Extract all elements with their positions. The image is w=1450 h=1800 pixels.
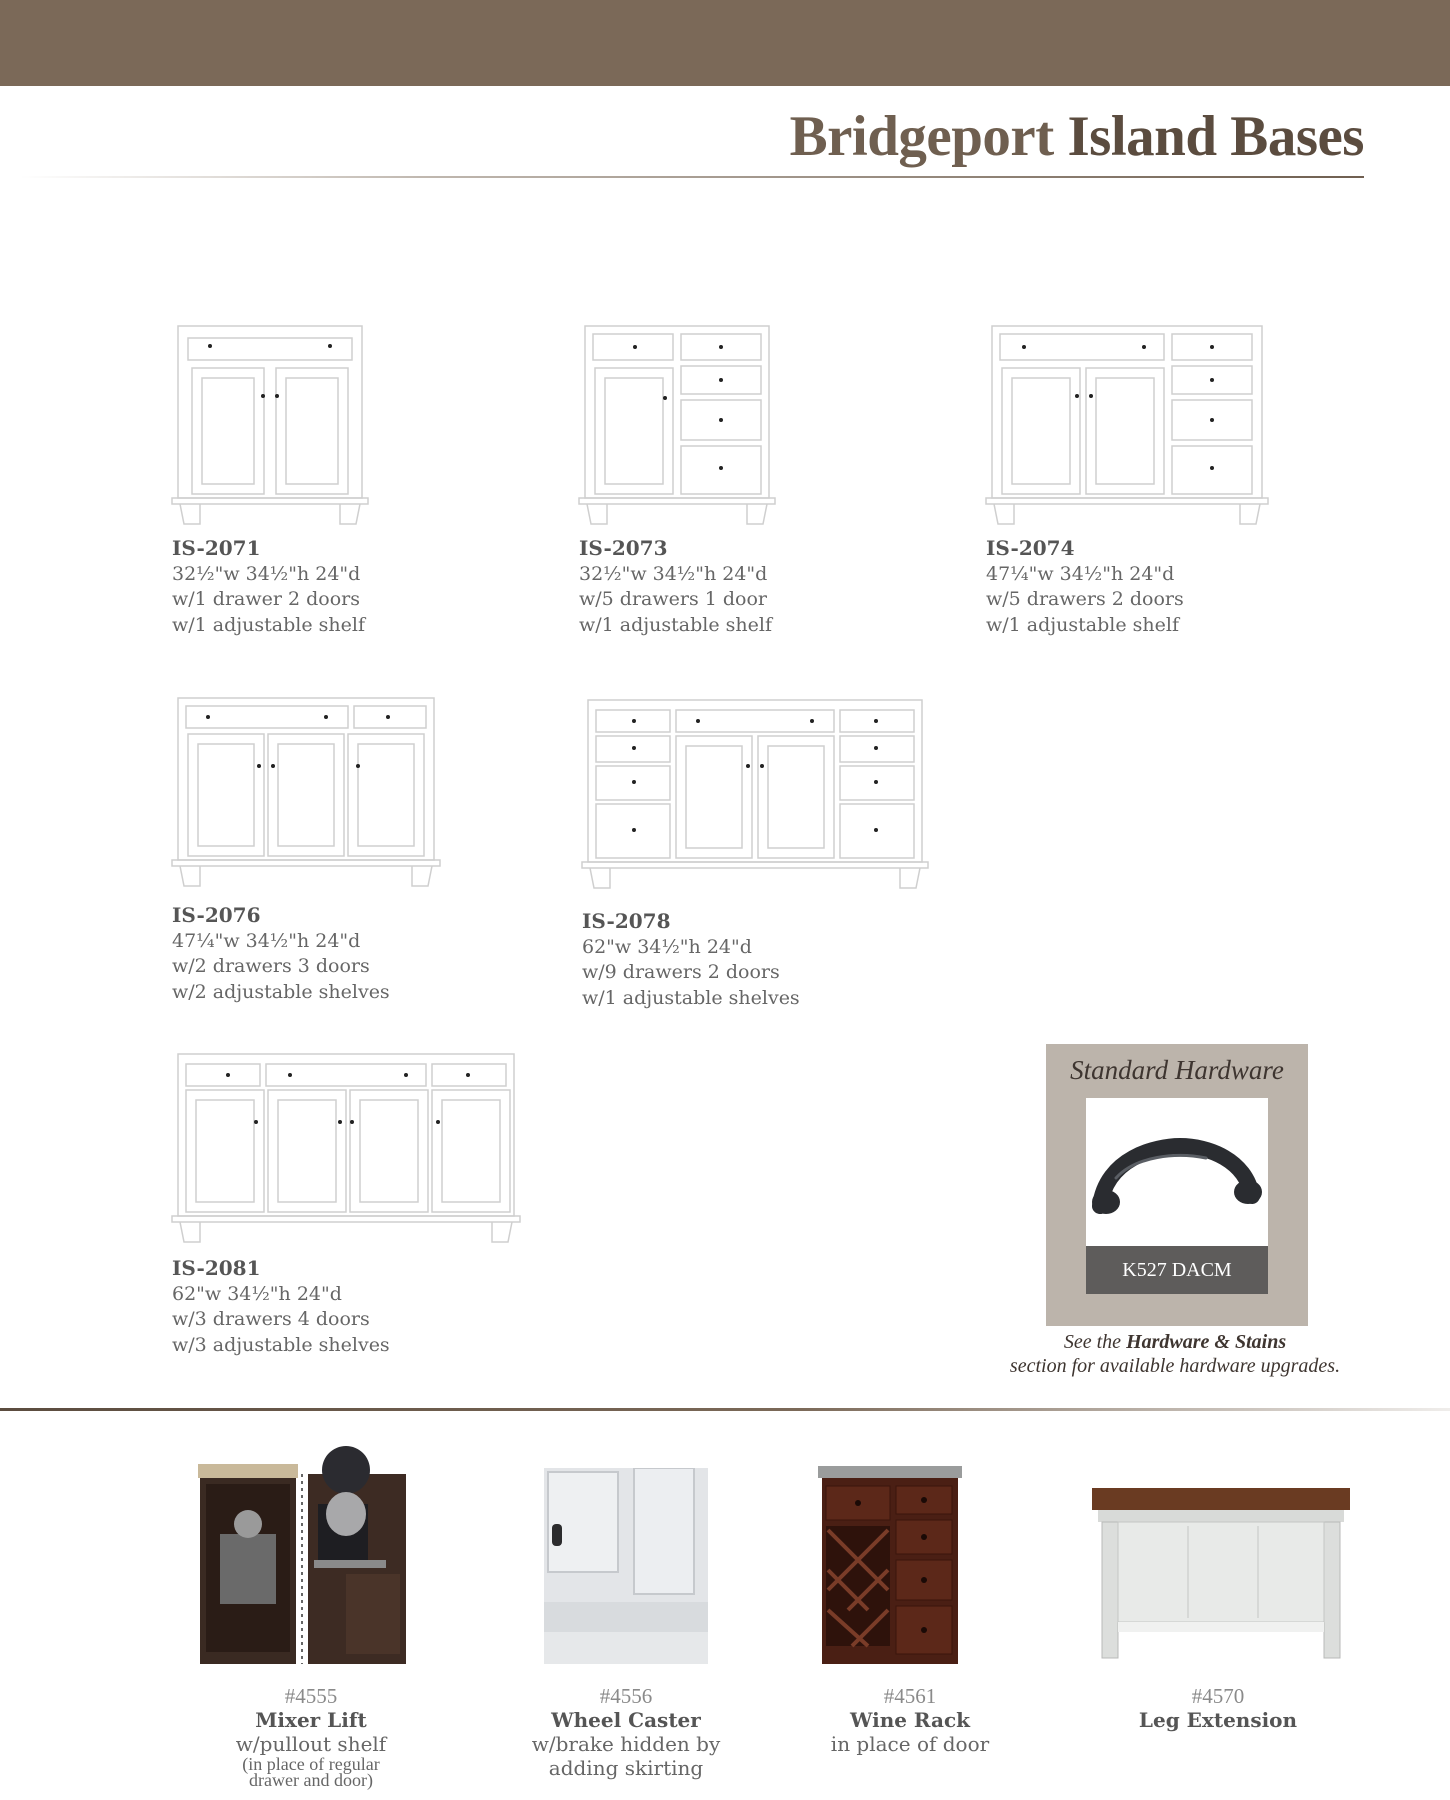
note-link-text[interactable]: Hardware & Stains xyxy=(1126,1331,1287,1353)
dimensions: 62"w 34½"h 24"d xyxy=(172,1282,342,1305)
accessory-number: #4556 xyxy=(599,1684,653,1708)
accessory-leg-extension xyxy=(1108,1684,1328,1732)
section-divider xyxy=(0,1408,1450,1411)
configuration: w/9 drawers 2 doors xyxy=(582,961,780,983)
accessory-wine-rack xyxy=(800,1684,1020,1756)
top-color-band xyxy=(0,0,1450,86)
spec-is-2081 xyxy=(172,1256,390,1358)
accessory-note: (in place of regular xyxy=(242,1754,380,1774)
wheel-caster-photo xyxy=(544,1468,708,1664)
accessory-description: adding skirting xyxy=(548,1756,704,1780)
title-divider xyxy=(20,176,1364,178)
page-title-bold: Island Bases xyxy=(1067,105,1364,168)
configuration: w/2 drawers 3 doors xyxy=(172,955,370,977)
model-number: IS-2078 xyxy=(582,909,671,933)
shelf-info: w/1 adjustable shelf xyxy=(986,613,1179,636)
accessory-name: Wheel Caster xyxy=(551,1708,701,1732)
cabinet-drawing-is-2071 xyxy=(170,322,370,530)
model-number: IS-2076 xyxy=(172,903,261,927)
shelf-info: w/1 adjustable shelf xyxy=(172,613,365,636)
model-number: IS-2071 xyxy=(172,536,261,560)
standard-hardware-title: Standard Hardware xyxy=(1070,1055,1284,1085)
accessory-description: w/brake hidden by xyxy=(531,1732,721,1756)
spec-is-2076 xyxy=(172,903,390,1005)
configuration: w/5 drawers 1 door xyxy=(579,588,767,610)
dimensions: 32½"w 34½"h 24"d xyxy=(579,562,768,585)
model-number: IS-2073 xyxy=(579,536,668,560)
accessory-description: in place of door xyxy=(830,1732,990,1756)
model-number: IS-2081 xyxy=(172,1256,261,1280)
dimensions: 47¼"w 34½"h 24"d xyxy=(986,562,1175,585)
note-prefix: See the xyxy=(1063,1331,1122,1353)
configuration: w/5 drawers 2 doors xyxy=(986,588,1184,610)
configuration: w/1 drawer 2 doors xyxy=(172,588,360,610)
accessory-name: Wine Rack xyxy=(849,1708,970,1732)
shelf-info: w/3 adjustable shelves xyxy=(172,1333,390,1356)
accessory-description: w/pullout shelf xyxy=(235,1732,387,1756)
hardware-upgrade-note xyxy=(990,1330,1360,1378)
spec-is-2071 xyxy=(172,536,365,638)
model-number: IS-2074 xyxy=(986,536,1075,560)
accessory-number: #4561 xyxy=(883,1684,937,1708)
note-suffix: section for available hardware upgrades. xyxy=(1009,1355,1341,1377)
accessory-note: drawer and door) xyxy=(249,1770,373,1790)
leg-extension-photo xyxy=(1088,1482,1354,1662)
spec-is-2073 xyxy=(579,536,772,638)
page-title-light: Bridgeport xyxy=(789,105,1054,168)
mixer-lift-photo xyxy=(196,1444,410,1664)
cabinet-drawing-is-2081 xyxy=(170,1050,522,1250)
cabinet-drawing-is-2074 xyxy=(984,322,1270,530)
accessory-number: #4555 xyxy=(284,1684,338,1708)
shelf-info: w/2 adjustable shelves xyxy=(172,980,390,1003)
accessory-name: Mixer Lift xyxy=(255,1708,367,1732)
cabinet-drawing-is-2073 xyxy=(577,322,777,530)
dimensions: 32½"w 34½"h 24"d xyxy=(172,562,361,585)
accessory-wheel-caster xyxy=(516,1684,736,1780)
page-title xyxy=(790,104,1364,169)
configuration: w/3 drawers 4 doors xyxy=(172,1308,370,1330)
cabinet-drawing-is-2076 xyxy=(170,694,442,894)
cabinet-drawing-is-2078 xyxy=(580,696,930,896)
accessory-number: #4570 xyxy=(1191,1684,1245,1708)
shelf-info: w/1 adjustable shelf xyxy=(579,613,772,636)
spec-is-2078 xyxy=(582,909,800,1011)
dimensions: 47¼"w 34½"h 24"d xyxy=(172,929,361,952)
shelf-info: w/1 adjustable shelves xyxy=(582,986,800,1009)
wine-rack-photo xyxy=(818,1466,962,1664)
dimensions: 62"w 34½"h 24"d xyxy=(582,935,752,958)
accessory-mixer-lift xyxy=(196,1684,426,1788)
spec-is-2074 xyxy=(986,536,1184,638)
hardware-part-label: K527 DACM xyxy=(1086,1246,1268,1294)
accessory-name: Leg Extension xyxy=(1138,1708,1298,1732)
standard-hardware-panel xyxy=(1046,1044,1308,1326)
